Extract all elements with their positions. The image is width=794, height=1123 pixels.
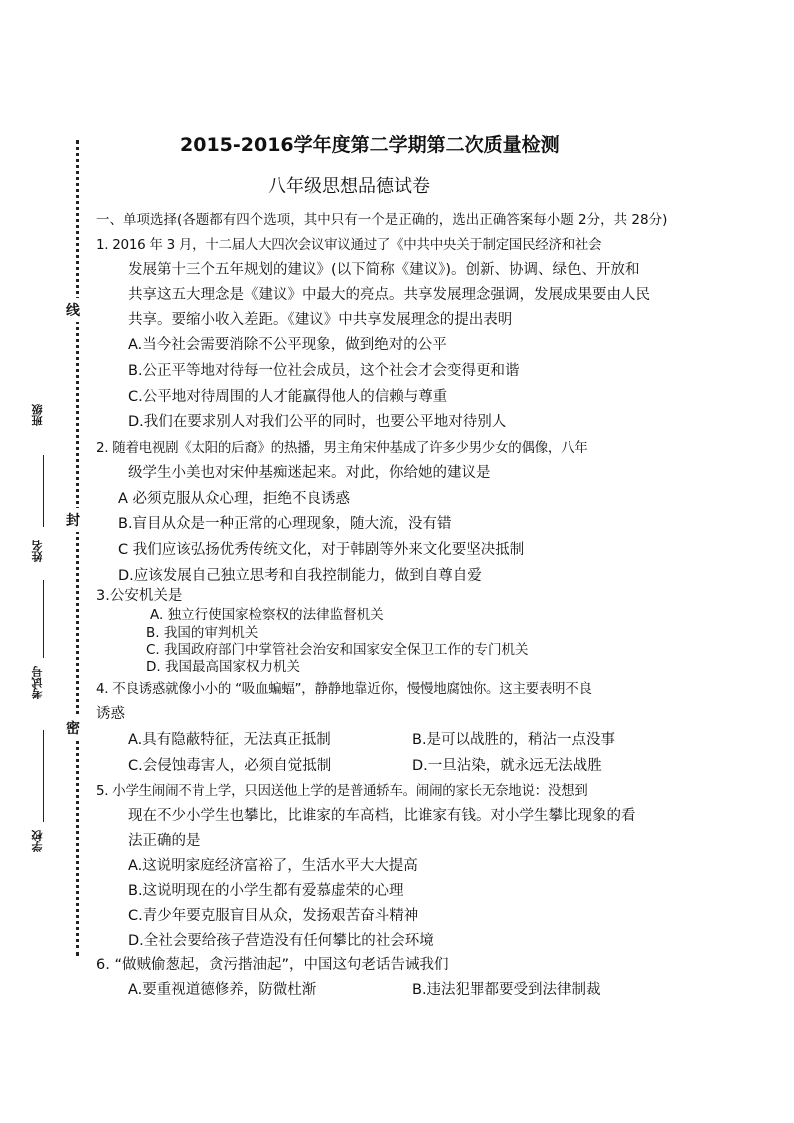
- question-2-option-c: C 我们应该弘扬优秀传统文化，对于韩剧等外来文化要坚决抵制: [118, 542, 525, 558]
- seal-char-xian: 线: [66, 298, 80, 322]
- question-5-line-3: 法正确的是: [128, 833, 201, 849]
- question-3-option-d: D. 我国最高国家权力机关: [146, 659, 300, 675]
- question-4-option-a: A.具有隐蔽特征，无法真正抵制: [128, 732, 331, 748]
- exam-subtitle: 八年级思想品德试卷: [268, 176, 430, 197]
- margin-label-name: 姓名: [31, 540, 44, 562]
- question-3-option-a: A. 独立行使国家检察权的法律监督机关: [150, 607, 384, 623]
- question-1-line-3: 共享这五大理念是《建议》中最大的亮点。共享发展理念强调，发展成果要由人民: [128, 287, 650, 303]
- question-1-line-2: 发展第十三个五年规划的建议》(以下简称《建议》)。创新、协调、绿色、开放和: [128, 262, 640, 278]
- margin-label-exam-no: 考试号: [31, 666, 44, 699]
- question-4-line-2: 诱惑: [96, 706, 125, 722]
- margin-fill-line-name: [43, 580, 44, 658]
- question-5-line-2: 现在不少小学生也攀比，比谁家的车高档，比谁家有钱。对小学生攀比现象的看: [128, 808, 636, 824]
- question-1-option-a: A.当今社会需要消除不公平现象，做到绝对的公平: [128, 337, 447, 353]
- question-2-option-a: A 必须克服从众心理，拒绝不良诱惑: [118, 491, 351, 507]
- question-2-line-2: 级学生小美也对宋仲基痴迷起来。对此，你给她的建议是: [128, 465, 491, 481]
- question-1-line-1: 1. 2016 年 3 月，十二届人大四次会议审议通过了《中共中央关于制定国民经济和社会: [96, 237, 602, 253]
- binding-dotted-line: [76, 140, 79, 956]
- question-4-option-c: C.会侵蚀毒害人，必须自觉抵制: [128, 758, 332, 774]
- section-heading: 一、单项选择(各题都有四个选项，其中只有一个是正确的，选出正确答案每小题 2分，共 28分): [96, 212, 668, 228]
- question-5-option-a: A.这说明家庭经济富裕了，生活水平大大提高: [128, 858, 418, 874]
- question-5-line-1: 5. 小学生闹闹不肯上学，只因送他上学的是普通轿车。闹闹的家长无奈地说：没想到: [96, 783, 588, 799]
- question-4-option-b: B.是可以战胜的，稍沾一点没事: [412, 732, 616, 748]
- question-2-option-d: D.应该发展自己独立思考和自我控制能力，做到自尊自爱: [118, 568, 482, 584]
- question-5-option-d: D.全社会要给孩子营造没有任何攀比的社会环境: [128, 933, 434, 949]
- margin-fill-line-exam-no: [43, 730, 44, 822]
- question-1-option-b: B.公正平等地对待每一位社会成员，这个社会才会变得更和谐: [128, 363, 520, 379]
- question-5-option-c: C.青少年要克服盲目从众，发扬艰苦奋斗精神: [128, 908, 419, 924]
- question-1-option-c: C.公平地对待周围的人才能赢得他人的信赖与尊重: [128, 389, 448, 405]
- question-1-line-4: 共享。要缩小收入差距。《建议》中共享发展理念的提出表明: [128, 312, 513, 328]
- question-2-option-b: B.盲目从众是一种正常的心理现象，随大流，没有错: [118, 516, 452, 532]
- question-5-option-b: B.这说明现在的小学生都有爱慕虚荣的心理: [128, 883, 404, 899]
- question-3-stem: 3.公安机关是: [96, 588, 183, 604]
- question-6-stem: 6. “做贼偷葱起，贪污揩油起”，中国这句老话告诫我们: [96, 957, 449, 973]
- question-3-option-b: B. 我国的审判机关: [146, 625, 259, 641]
- question-6-option-b: B.违法犯罪都要受到法律制裁: [412, 982, 601, 998]
- question-2-line-1: 2. 随着电视剧《太阳的后裔》的热播，男主角宋仲基成了许多少男少女的偶像，八年: [96, 440, 588, 456]
- seal-char-feng: 封: [66, 508, 80, 532]
- seal-char-mi: 密: [66, 716, 80, 740]
- question-1-option-d: D.我们在要求别人对我们公平的同时，也要公平地对待别人: [128, 414, 507, 430]
- question-4-option-d: D.一旦沾染，就永远无法战胜: [412, 758, 602, 774]
- exam-title: 2015-2016学年度第二学期第二次质量检测: [180, 134, 560, 156]
- margin-fill-line-class: [43, 455, 44, 527]
- margin-label-school: 学校: [31, 830, 44, 852]
- question-4-line-1: 4. 不良诱惑就像小小的 “吸血蝙蝠”，静静地靠近你，慢慢地腐蚀你。这主要表明不良: [96, 681, 592, 697]
- question-3-option-c: C. 我国政府部门中掌管社会治安和国家安全保卫工作的专门机关: [146, 642, 529, 658]
- margin-label-class: 班级: [31, 404, 44, 426]
- question-6-option-a: A.要重视道德修养，防微杜渐: [128, 982, 317, 998]
